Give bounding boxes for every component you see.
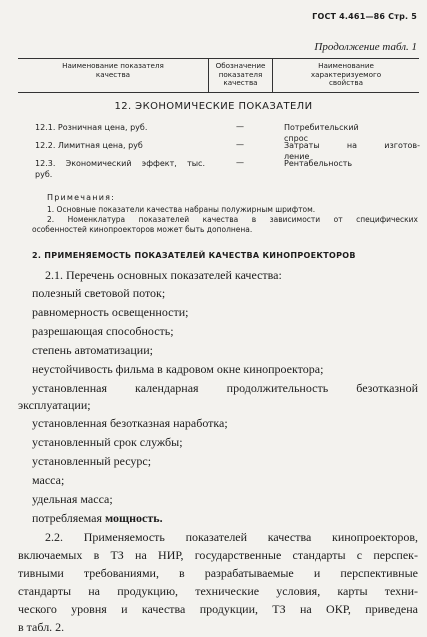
note-item: особенностей кинопроекторов может быть дополнена. [32,225,253,234]
table-row-name: 12.1. Розничная цена, руб. [35,123,148,132]
list-item: удельная масса; [32,492,113,506]
table-row-property: Затраты на изготов- ление [284,141,420,161]
paragraph-line: в табл. 2. [18,620,65,634]
notes-title: Примечания: [47,193,116,202]
list-item: степень автоматизации; [32,343,153,357]
table-header-rule [18,92,419,93]
table-section-title: 12. ЭКОНОМИЧЕСКИЕ ПОКАЗАТЕЛИ [114,101,313,112]
paragraph-line: ческого уровня и качества продукции, ТЗ на ОКР, приведена [18,602,418,616]
note-item: 1. Основные показатели качества набраны полужирным шрифтом. [47,205,316,214]
table-row-property: Рентабельность [284,159,353,168]
paragraph-line: включаемых в ТЗ на НИР, государственные стандарты с перспек- [18,548,418,562]
table-row-property: Потребительский спрос [284,123,359,143]
list-item: неустойчивость фильма в кадровом окне кинопроектора; [32,362,324,376]
list-item: установленная безотказная наработка; [32,416,228,430]
list-item: эксплуатации; [18,398,91,412]
column-header-name: Наименование показателя качества [62,61,164,79]
table-continuation-label: Продолжение табл. 1 [314,41,417,53]
column-header-symbol: Обозначение показателя качества [215,61,266,87]
note-item: 2. Номенклатура показателей качества в зависимости от специфических [47,215,418,224]
list-item: установленная календарная продолжительность безотказной [32,381,418,395]
paragraph-line: 2.2. Применяемость показателей качества кинопроекторов, [45,530,418,544]
table-row-symbol: — [236,140,244,149]
table-row-symbol: — [236,122,244,131]
list-item: масса; [32,473,65,487]
list-item: установленный срок службы; [32,435,183,449]
list-item-power: потребляемая мощность. [32,511,163,525]
table-row-name: 12.2. Лимитная цена, руб [35,141,143,150]
section-heading: 2. ПРИМЕНЯЕМОСТЬ ПОКАЗАТЕЛЕЙ КАЧЕСТВА КИНОПРОЕКТОРОВ [32,251,356,260]
table-top-rule [18,58,419,59]
list-item: равномерность освещенности; [32,305,189,319]
paragraph-intro: 2.1. Перечень основных показателей качества: [45,268,282,282]
list-item: разрешающая способность; [32,324,174,338]
list-item: установленный ресурс; [32,454,152,468]
list-item: полезный световой поток; [32,286,166,300]
paragraph-line: стандарты на продукцию, технические условия, карты техни- [18,584,418,598]
paragraph-line: тивными требованиями, в разрабатываемые и перспективные [18,566,418,580]
table-row-symbol: — [236,158,244,167]
table-row-name: 12.3. Экономический эффект, тыс. руб. [35,159,205,179]
column-header-property: Наименование характеризуемого свойства [310,61,382,87]
page-header: ГОСТ 4.461—86 Стр. 5 [312,12,417,21]
